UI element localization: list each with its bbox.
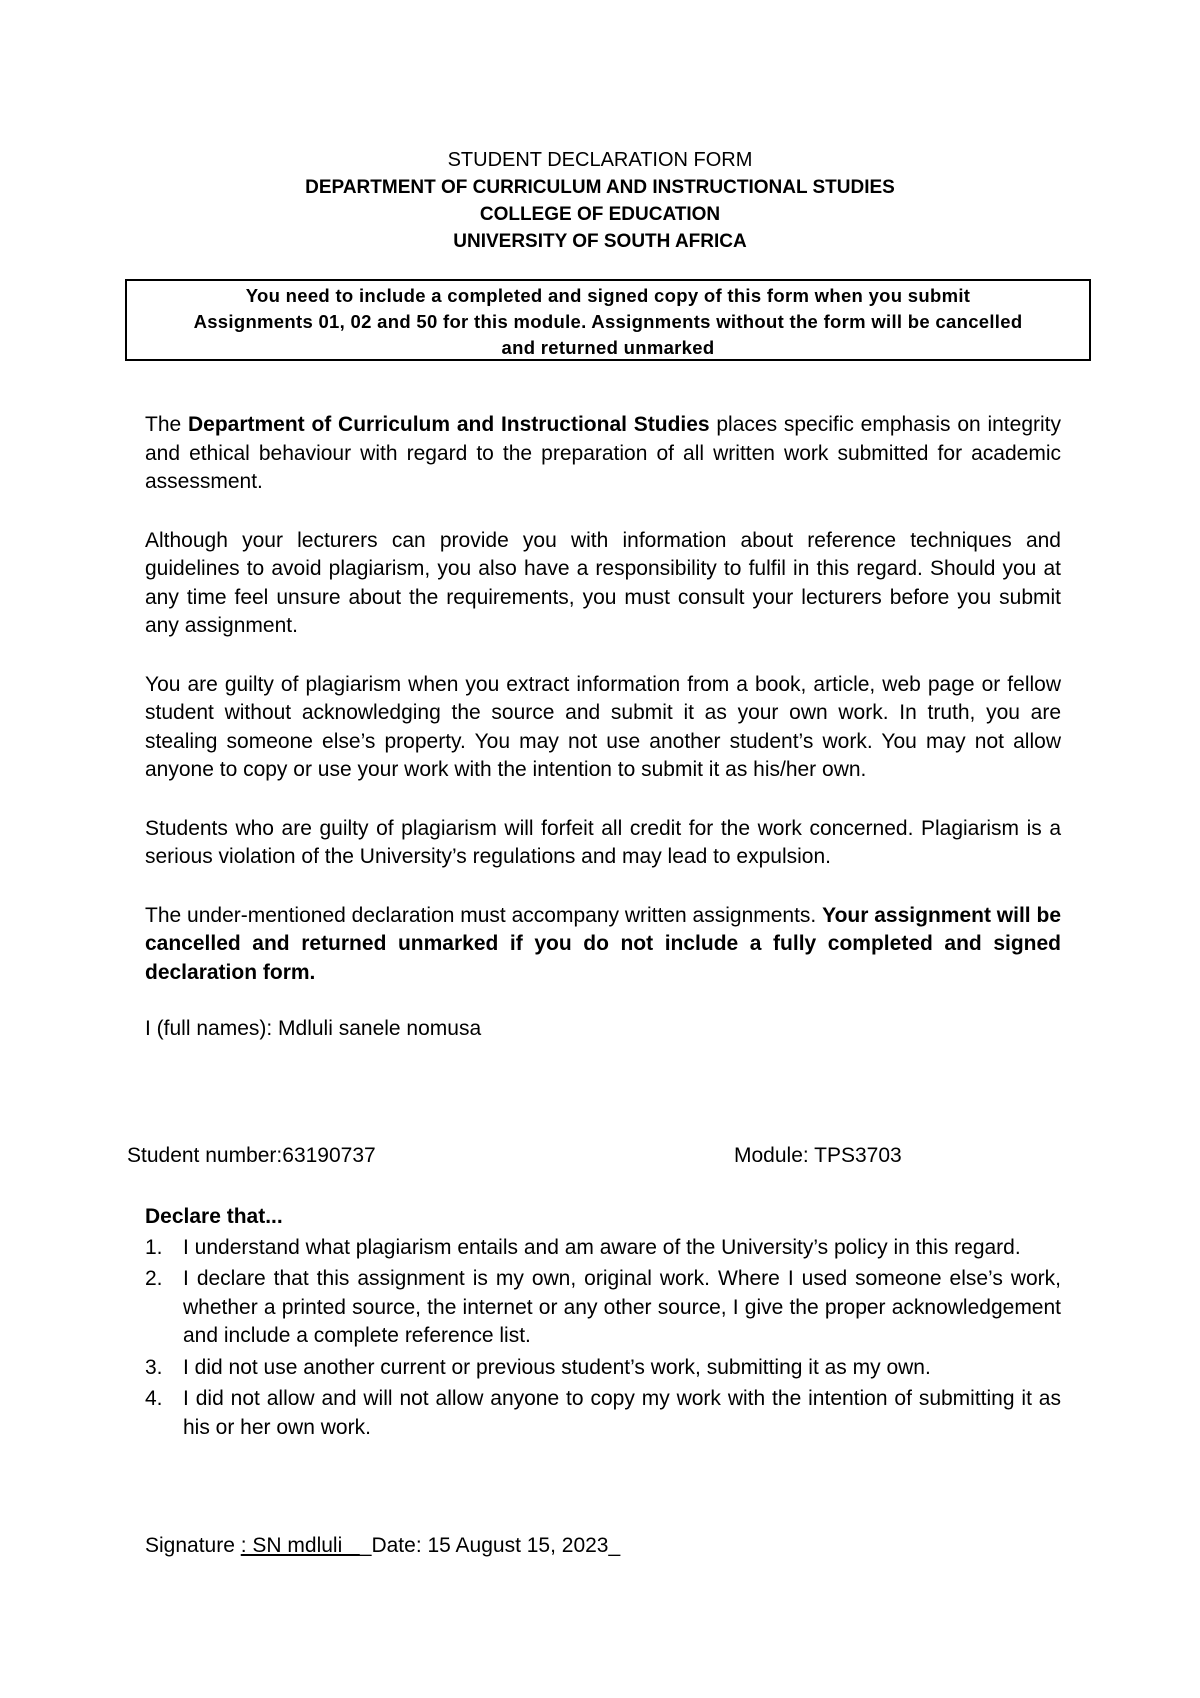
signature-value: : SN mdluli_ <box>240 1534 360 1557</box>
declaration-section <box>145 1203 1061 1445</box>
plagiarism-definition-paragraph: You are guilty of plagiarism when you extract information from a book, article, web page or fellow student without acknowledging the source and submit it as your own work. In truth, you are stealing someone else’s property. You may not use another student’s work. You may not allow anyone to copy or use your work with the intention to submit it as his/her own. <box>145 672 1061 781</box>
college-name: COLLEGE OF EDUCATION <box>479 204 721 225</box>
declaration-item <box>145 1354 1061 1383</box>
item-number: 3. <box>145 1355 163 1379</box>
full-names-field: I (full names): Mdluli sanele nomusa <box>145 1017 482 1040</box>
signature-label: Signature <box>145 1534 241 1557</box>
declaration-requirement-paragraph <box>145 902 1061 988</box>
declaration-list <box>145 1234 1061 1443</box>
item-number: 1. <box>145 1235 163 1259</box>
p5-start-text: The under-mentioned declaration must accompany written assignments. <box>145 903 823 927</box>
p1-end-text: places specific emphasis on integrity and ethical behaviour with regard to the preparation of all written work submitted for academic assessment. <box>145 413 1061 493</box>
declaration-item <box>145 1234 1061 1263</box>
cancellation-warning: Your assignment will be cancelled and returned unmarked if you do not include a fully completed and signed declaration form. <box>145 903 1061 984</box>
signature-date: _Date: 15 August 15, 2023_ <box>359 1534 621 1557</box>
form-title: STUDENT DECLARATION FORM <box>447 149 753 171</box>
item-text: I did not use another current or previous student’s work, submitting it as my own. <box>183 1355 931 1379</box>
item-text: I did not allow and will not allow anyone to copy my work with the intention of submitting it as his or her own work. <box>183 1387 1061 1439</box>
university-name: UNIVERSITY OF SOUTH AFRICA <box>453 231 747 252</box>
form-header <box>0 146 1200 255</box>
department-emphasis: Department of Curriculum and Instructional Studies <box>187 413 710 436</box>
signature-line <box>145 1532 620 1560</box>
notice-line-3: and returned unmarked <box>501 337 715 358</box>
lecturers-paragraph: Although your lecturers can provide you with information about reference techniques and guidelines to avoid plagiarism, you also have a responsibility to fulfil in this regard. Should you at any time feel unsure about the requirements, you must consult your lecturers before you submit any assignment. <box>145 528 1061 637</box>
notice-line-1: You need to include a completed and signed copy of this form when you submit <box>245 285 971 306</box>
item-number: 4. <box>145 1387 163 1410</box>
module-field: Module: TPS3703 <box>734 1144 902 1167</box>
student-number-field: Student number:63190737 <box>127 1144 376 1167</box>
p1-start-text: The <box>145 413 188 436</box>
department-name: DEPARTMENT OF CURRICULUM AND INSTRUCTIONAL STUDIES <box>305 177 895 198</box>
notice-line-2: Assignments 01, 02 and 50 for this module. Assignments without the form will be cancelled <box>193 311 1023 332</box>
item-text: I declare that this assignment is my own, original work. Where I used someone else’s work, whether a printed source, the internet or any other source, I give the proper acknowledgement and include a complete reference list. <box>183 1267 1061 1347</box>
declaration-item <box>145 1385 1061 1442</box>
item-number: 2. <box>145 1267 163 1290</box>
item-text: I understand what plagiarism entails and am aware of the University’s policy in this regard. <box>183 1235 1021 1259</box>
declaration-item <box>145 1265 1061 1351</box>
form-body <box>145 411 1061 1044</box>
submission-notice <box>125 279 1091 361</box>
declare-heading: Declare that... <box>145 1205 283 1228</box>
integrity-paragraph <box>145 411 1061 497</box>
penalty-paragraph: Students who are guilty of plagiarism will forfeit all credit for the work concerned. Plagiarism is a serious violation of the University’s regulations and may lead to expulsion. <box>145 816 1061 868</box>
